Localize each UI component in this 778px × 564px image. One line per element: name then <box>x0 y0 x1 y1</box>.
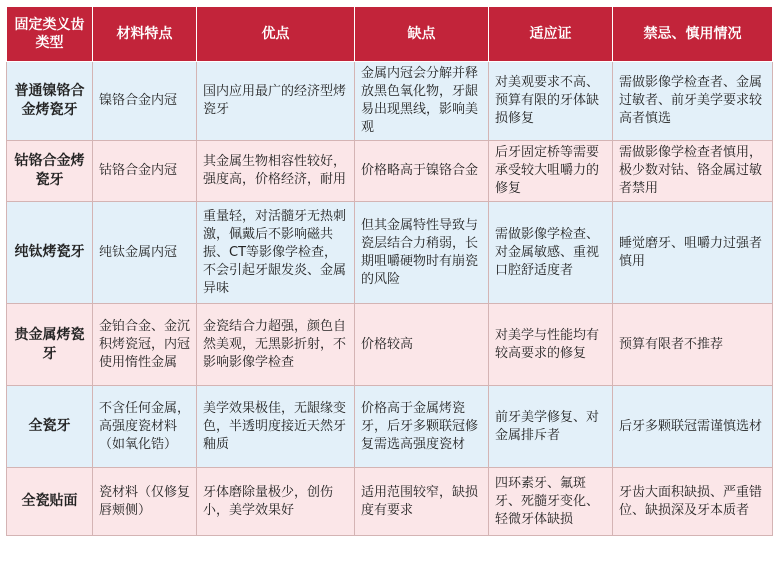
row-pros: 其金属生物相容性较好，强度高，价格经济，耐用 <box>197 141 355 202</box>
row-contra: 需做影像学检查者、金属过敏者、前牙美学要求较高者慎选 <box>613 62 773 141</box>
row-indication: 四环素牙、氟斑牙、死髓牙变化、轻微牙体缺损 <box>489 468 613 536</box>
table-row <box>7 304 773 386</box>
row-material: 镍铬合金内冠 <box>93 62 197 141</box>
table-row <box>7 468 773 536</box>
row-type: 全瓷贴面 <box>7 468 93 536</box>
row-type: 钴铬合金烤瓷牙 <box>7 141 93 202</box>
row-type: 贵金属烤瓷牙 <box>7 304 93 386</box>
header-cons: 缺点 <box>355 7 489 62</box>
header-contra: 禁忌、慎用情况 <box>613 7 773 62</box>
header-indication: 适应证 <box>489 7 613 62</box>
row-material: 钴铬合金内冠 <box>93 141 197 202</box>
row-material: 瓷材料（仅修复唇颊侧） <box>93 468 197 536</box>
table-row <box>7 386 773 468</box>
row-contra: 睡觉磨牙、咀嚼力过强者慎用 <box>613 202 773 304</box>
header-pros: 优点 <box>197 7 355 62</box>
row-type: 普通镍铬合金烤瓷牙 <box>7 62 93 141</box>
row-cons: 但其金属特性导致与瓷层结合力稍弱，长期咀嚼硬物时有崩瓷的风险 <box>355 202 489 304</box>
row-contra: 预算有限者不推荐 <box>613 304 773 386</box>
table-row <box>7 202 773 304</box>
row-cons: 价格略高于镍铬合金 <box>355 141 489 202</box>
row-cons: 价格高于金属烤瓷牙，后牙多颗联冠修复需选高强度瓷材 <box>355 386 489 468</box>
row-cons: 金属内冠会分解并释放黑色氧化物，牙龈易出现黑线，影响美观 <box>355 62 489 141</box>
row-pros: 国内应用最广的经济型烤瓷牙 <box>197 62 355 141</box>
row-indication: 需做影像学检查、对金属敏感、重视口腔舒适度者 <box>489 202 613 304</box>
row-type: 全瓷牙 <box>7 386 93 468</box>
header-row <box>7 7 773 62</box>
header-type: 固定类义齿类型 <box>7 7 93 62</box>
table-row <box>7 141 773 202</box>
row-cons: 适用范围较窄，缺损度有要求 <box>355 468 489 536</box>
row-type: 纯钛烤瓷牙 <box>7 202 93 304</box>
row-cons: 价格较高 <box>355 304 489 386</box>
row-contra: 牙齿大面积缺损、严重错位、缺损深及牙本质者 <box>613 468 773 536</box>
row-material: 金铂合金、金沉积烤瓷冠，内冠使用惰性金属 <box>93 304 197 386</box>
row-indication: 对美学与性能均有较高要求的修复 <box>489 304 613 386</box>
denture-comparison-table <box>6 6 773 536</box>
row-material: 纯钛金属内冠 <box>93 202 197 304</box>
row-indication: 前牙美学修复、对金属排斥者 <box>489 386 613 468</box>
table-row <box>7 62 773 141</box>
row-contra: 需做影像学检查者慎用，极少数对钴、铬金属过敏者禁用 <box>613 141 773 202</box>
row-material: 不含任何金属，高强度瓷材料（如氧化锆） <box>93 386 197 468</box>
row-indication: 后牙固定桥等需要承受较大咀嚼力的修复 <box>489 141 613 202</box>
row-pros: 金瓷结合力超强，颜色自然美观，无黑影折射，不影响影像学检查 <box>197 304 355 386</box>
table-container <box>6 6 772 536</box>
row-pros: 美学效果极佳，无龈缘变色，半透明度接近天然牙釉质 <box>197 386 355 468</box>
row-contra: 后牙多颗联冠需谨慎选材 <box>613 386 773 468</box>
row-indication: 对美观要求不高、预算有限的牙体缺损修复 <box>489 62 613 141</box>
row-pros: 重量轻，对活髓牙无热刺激，佩戴后不影响磁共振、CT等影像学检查，不会引起牙龈发炎、金属异味 <box>197 202 355 304</box>
header-material: 材料特点 <box>93 7 197 62</box>
row-pros: 牙体磨除量极少，创伤小，美学效果好 <box>197 468 355 536</box>
